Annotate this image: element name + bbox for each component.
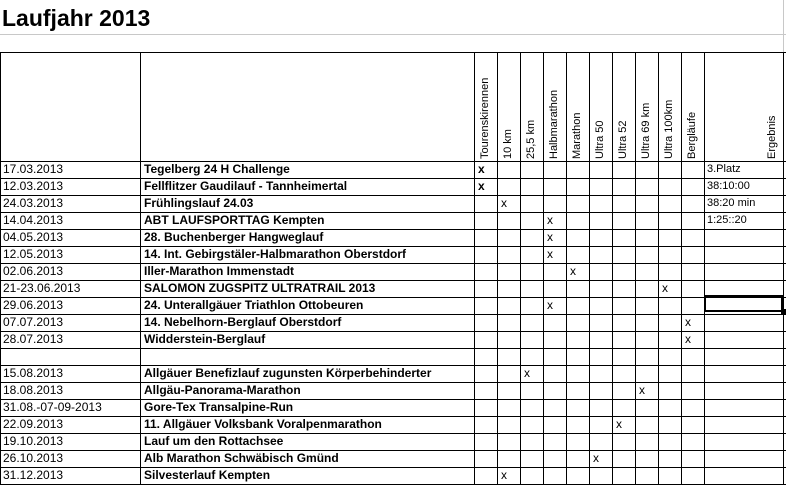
- table-row: [0, 314, 786, 331]
- event-cell[interactable]: 11. Allgäuer Volksbank Voralpenmarathon: [144, 417, 382, 431]
- event-cell[interactable]: Allgäu-Panorama-Marathon: [144, 383, 301, 397]
- table-row: [0, 229, 786, 246]
- mark-cell[interactable]: x: [616, 417, 622, 431]
- column-header: Ultra 50: [594, 120, 606, 159]
- event-cell[interactable]: [144, 348, 474, 365]
- date-cell[interactable]: [3, 348, 139, 365]
- table-row: [0, 399, 786, 416]
- result-cell[interactable]: 38:20 min: [707, 197, 756, 209]
- date-cell[interactable]: 18.08.2013: [3, 383, 64, 397]
- event-cell[interactable]: 14. Nebelhorn-Berglauf Oberstdorf: [144, 315, 342, 329]
- result-cell[interactable]: [707, 450, 783, 467]
- column-header: Tourenskirennen: [479, 77, 491, 159]
- event-cell[interactable]: Gore-Tex Transalpine-Run: [144, 400, 294, 414]
- event-cell[interactable]: Lauf um den Rottachsee: [144, 434, 284, 448]
- mark-cell[interactable]: x: [478, 162, 485, 176]
- mark-cell[interactable]: x: [639, 383, 645, 397]
- column-header: Ultra 52: [617, 120, 629, 159]
- date-cell[interactable]: 22.09.2013: [3, 417, 64, 431]
- mark-cell[interactable]: x: [524, 366, 530, 380]
- table-row: [0, 331, 786, 348]
- date-cell[interactable]: 04.05.2013: [3, 230, 64, 244]
- event-cell[interactable]: 28. Buchenberger Hangweglauf: [144, 230, 324, 244]
- mark-cell[interactable]: x: [501, 196, 507, 210]
- mark-cell[interactable]: x: [547, 230, 553, 244]
- table-row: [0, 178, 786, 195]
- column-header: Ergebnis: [766, 115, 778, 159]
- result-cell[interactable]: 38:10:00: [707, 180, 750, 192]
- column-header: Marathon: [571, 112, 583, 159]
- selected-cell[interactable]: [704, 295, 783, 312]
- date-cell[interactable]: 31.08.-07-09-2013: [3, 400, 102, 414]
- mark-cell[interactable]: x: [547, 247, 553, 261]
- mark-cell[interactable]: x: [570, 264, 576, 278]
- date-cell[interactable]: 07.07.2013: [3, 315, 64, 329]
- table-row: [0, 416, 786, 433]
- date-cell[interactable]: 15.08.2013: [3, 366, 64, 380]
- result-cell[interactable]: 1:25::20: [707, 214, 747, 226]
- grid-hline: [0, 34, 786, 35]
- table-row: [0, 365, 786, 382]
- column-header: Bergläufe: [686, 111, 698, 159]
- result-cell[interactable]: [707, 314, 783, 331]
- event-cell[interactable]: 24. Unterallgäuer Triathlon Ottobeuren: [144, 298, 364, 312]
- mark-cell[interactable]: x: [547, 213, 553, 227]
- mark-cell[interactable]: x: [685, 332, 691, 346]
- mark-cell[interactable]: x: [478, 179, 485, 193]
- date-cell[interactable]: 26.10.2013: [3, 451, 64, 465]
- table-row: [0, 161, 786, 178]
- result-cell[interactable]: [707, 348, 783, 365]
- table-row: [0, 433, 786, 450]
- result-cell[interactable]: [707, 399, 783, 416]
- result-cell[interactable]: [707, 416, 783, 433]
- table-row: [0, 297, 786, 314]
- result-cell[interactable]: [707, 229, 783, 246]
- event-cell[interactable]: Widderstein-Berglauf: [144, 332, 266, 346]
- result-cell[interactable]: [707, 331, 783, 348]
- event-cell[interactable]: Frühlingslauf 24.03: [144, 196, 254, 210]
- date-cell[interactable]: 12.05.2013: [3, 247, 64, 261]
- grid-hline: [0, 52, 786, 53]
- date-cell[interactable]: 31.12.2013: [3, 468, 64, 482]
- result-cell[interactable]: [707, 263, 783, 280]
- result-cell[interactable]: [707, 246, 783, 263]
- table-row: [0, 348, 786, 365]
- date-cell[interactable]: 28.07.2013: [3, 332, 64, 346]
- column-header: 25,5 km: [525, 119, 537, 159]
- result-cell[interactable]: [707, 365, 783, 382]
- result-cell[interactable]: [707, 382, 783, 399]
- column-header: 10 km: [502, 129, 514, 159]
- date-cell[interactable]: 29.06.2013: [3, 298, 64, 312]
- event-cell[interactable]: SALOMON ZUGSPITZ ULTRATRAIL 2013: [144, 281, 376, 295]
- event-cell[interactable]: Fellflitzer Gaudilauf - Tannheimertal: [144, 179, 348, 193]
- date-cell[interactable]: 17.03.2013: [3, 162, 64, 176]
- mark-cell[interactable]: x: [547, 298, 553, 312]
- result-cell[interactable]: 3.Platz: [707, 163, 741, 175]
- event-cell[interactable]: ABT LAUFSPORTTAG Kempten: [144, 213, 325, 227]
- grid-hline: [0, 484, 786, 485]
- date-cell[interactable]: 21-23.06.2013: [3, 281, 81, 295]
- table-row: [0, 212, 786, 229]
- table-row: [0, 280, 786, 297]
- table-row: [0, 382, 786, 399]
- event-cell[interactable]: Silvesterlauf Kempten: [144, 468, 271, 482]
- table-row: [0, 263, 786, 280]
- sheet-title: Laufjahr 2013: [2, 5, 151, 31]
- date-cell[interactable]: 24.03.2013: [3, 196, 64, 210]
- table-row: [0, 450, 786, 467]
- mark-cell[interactable]: x: [593, 451, 599, 465]
- fill-handle[interactable]: [781, 309, 786, 314]
- mark-cell[interactable]: x: [501, 468, 507, 482]
- date-cell[interactable]: 02.06.2013: [3, 264, 64, 278]
- result-cell[interactable]: [707, 433, 783, 450]
- column-header: Ultra 69 km: [640, 102, 652, 159]
- column-header: Ultra 100km: [663, 99, 675, 159]
- table-row: [0, 246, 786, 263]
- result-cell[interactable]: [707, 467, 783, 484]
- event-cell[interactable]: Allgäuer Benefizlauf zugunsten Körperbehinderter: [144, 366, 432, 380]
- date-cell[interactable]: 14.04.2013: [3, 213, 64, 227]
- date-cell[interactable]: 19.10.2013: [3, 434, 64, 448]
- table-row: [0, 195, 786, 212]
- date-cell[interactable]: 12.03.2013: [3, 179, 64, 193]
- table-row: [0, 467, 786, 484]
- event-cell[interactable]: 14. Int. Gebirgstäler-Halbmarathon Oberstdorf: [144, 247, 407, 261]
- grid-vline: [783, 0, 784, 52]
- mark-cell[interactable]: x: [662, 281, 668, 295]
- event-cell[interactable]: Tegelberg 24 H Challenge: [144, 162, 290, 176]
- column-header: Halbmarathon: [548, 89, 560, 159]
- mark-cell[interactable]: x: [685, 315, 691, 329]
- event-cell[interactable]: Alb Marathon Schwäbisch Gmünd: [144, 451, 339, 465]
- event-cell[interactable]: Iller-Marathon Immenstadt: [144, 264, 295, 278]
